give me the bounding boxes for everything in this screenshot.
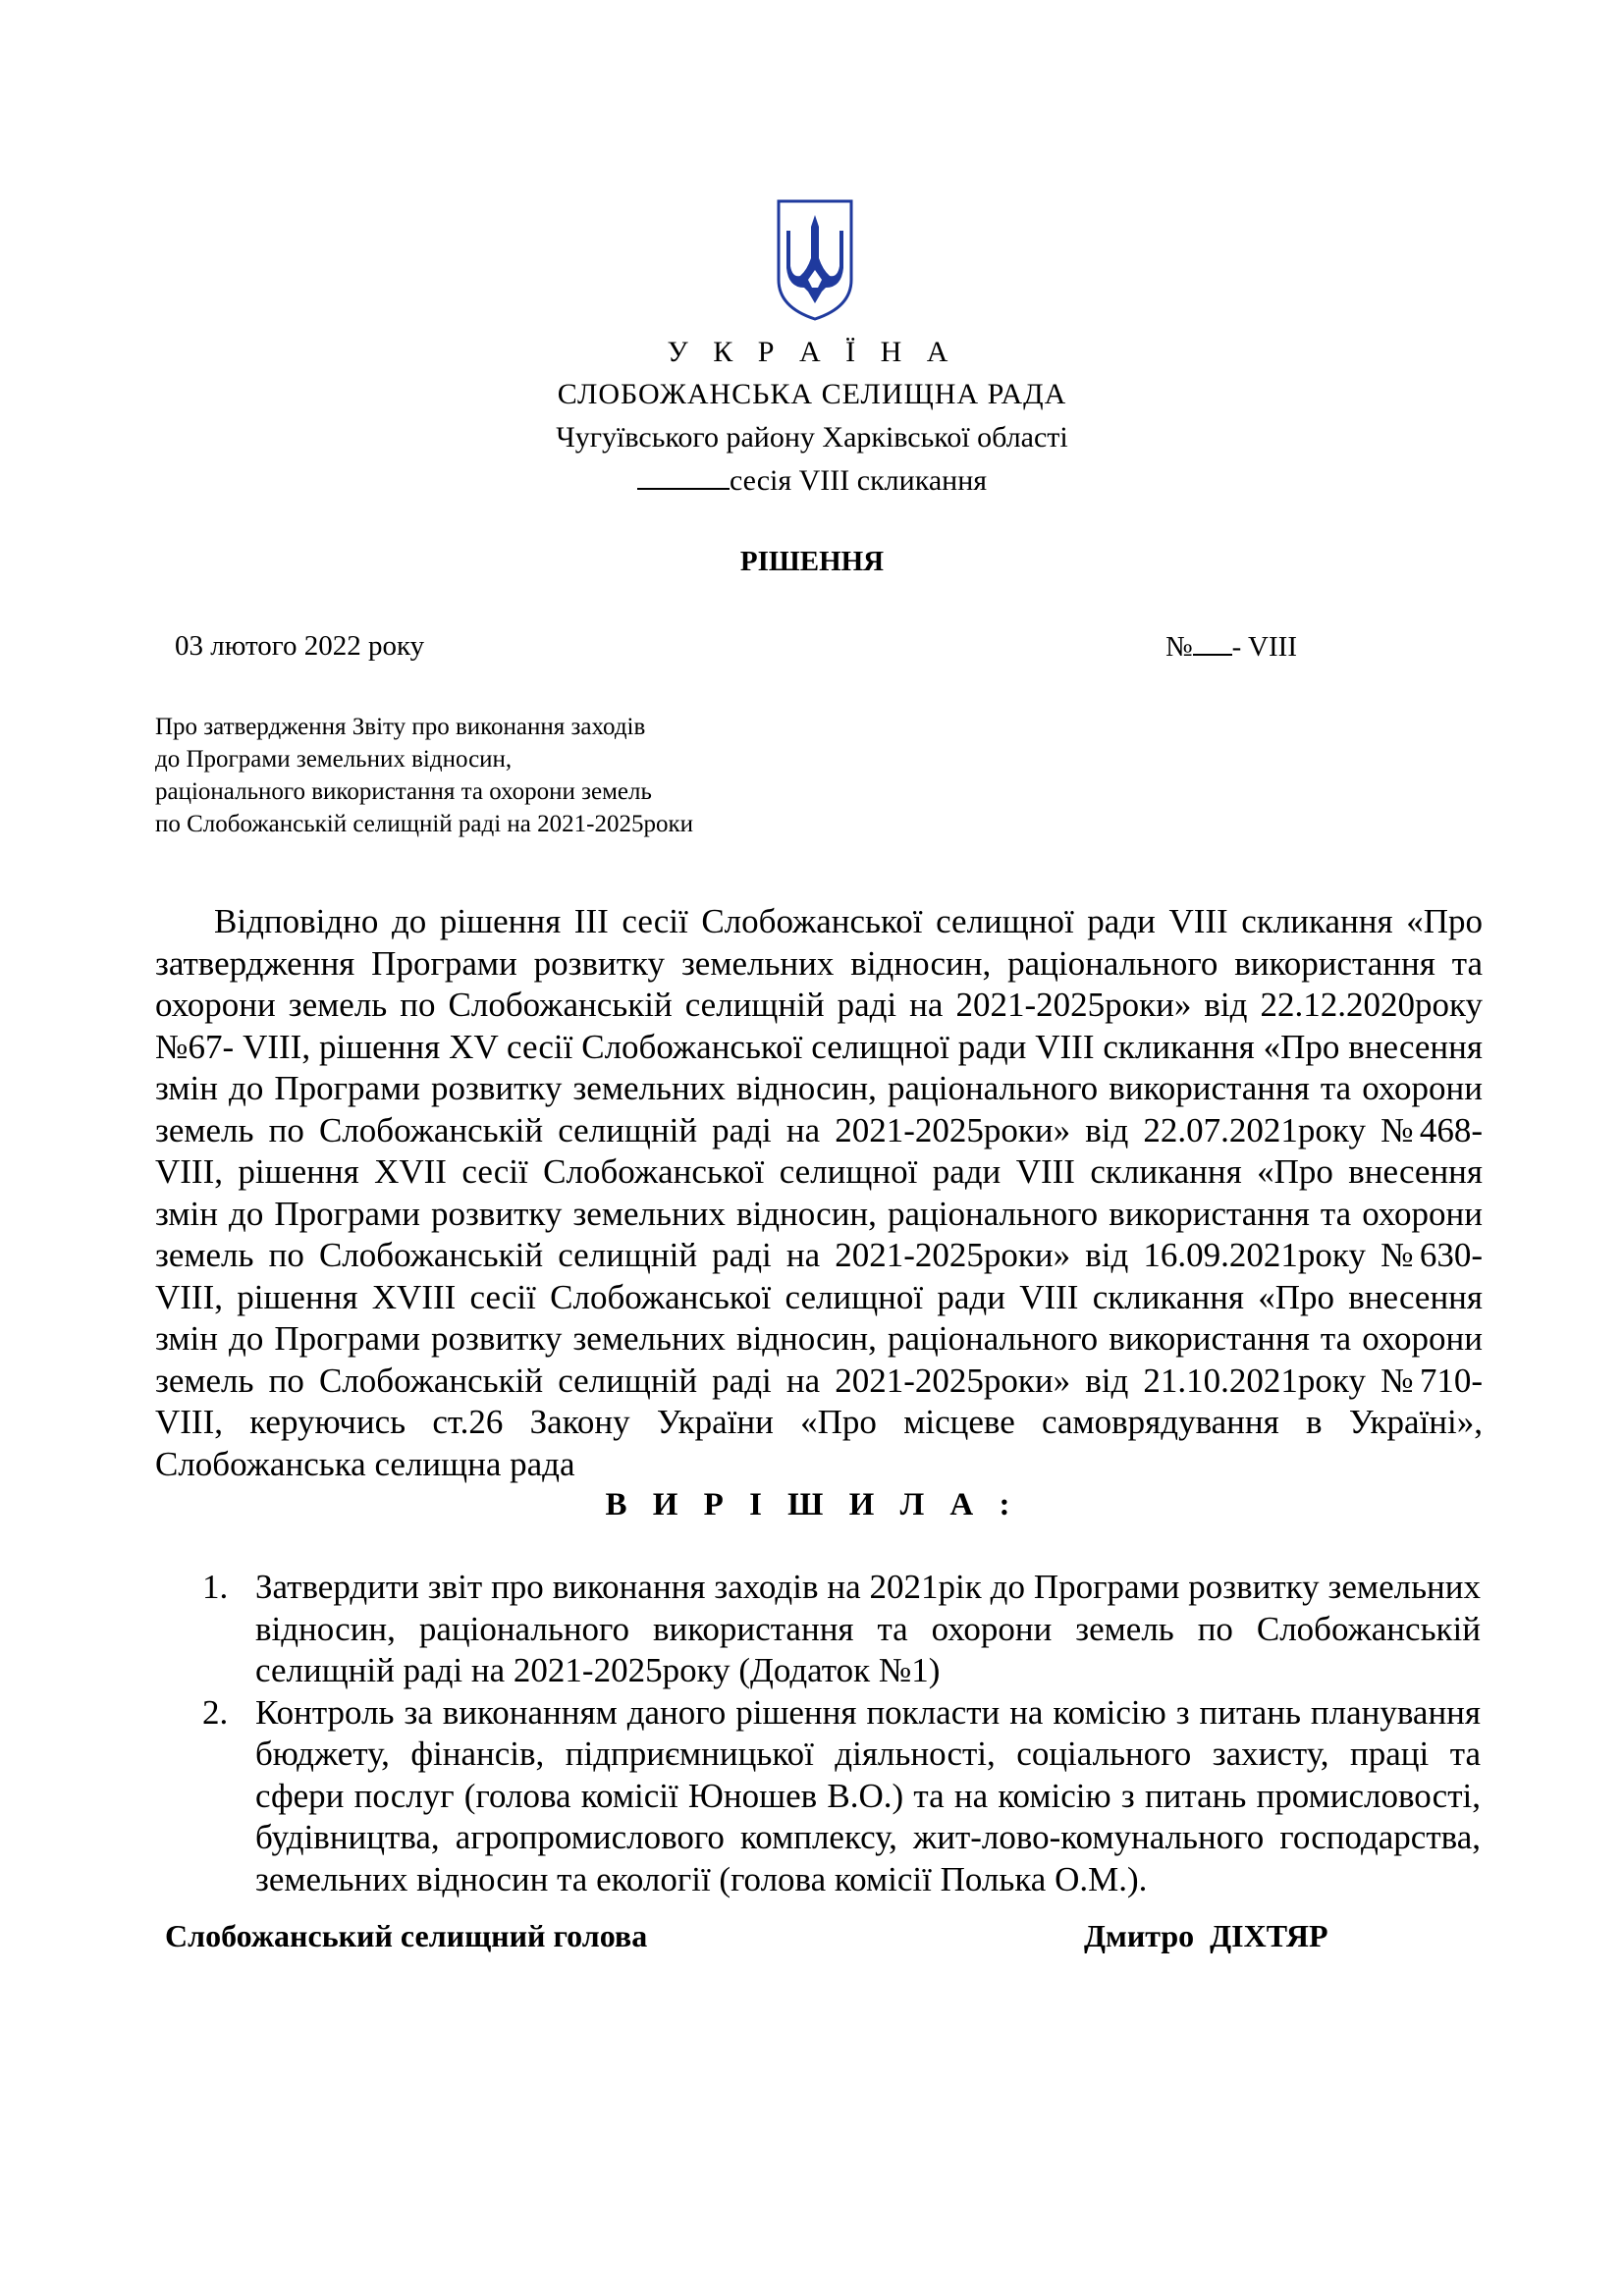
decision-date: 03 лютого 2022 року <box>175 630 425 662</box>
number-blank <box>1193 630 1232 656</box>
item-number: 1. <box>202 1568 229 1606</box>
item-text: Затвердити звіт про виконання заходів на 2021рік до Програми розвитку земельних відносин, раціонального використання та охорони земель по Слобожанській селищній раді на 2021-2025року (Додаток №1) <box>255 1568 1481 1689</box>
list-item <box>196 1567 1481 1692</box>
subject-line: Про затвердження Звіту про виконання заходів <box>155 714 646 740</box>
number-suffix: - VIII <box>1231 631 1297 663</box>
decision-items <box>196 1567 1481 1900</box>
coat-of-arms-icon <box>775 197 855 323</box>
session-number-blank <box>637 462 730 490</box>
council-title: СЛОБОЖАНСЬКА СЕЛИЩНА РАДА <box>557 378 1067 410</box>
decision-number <box>1165 630 1297 664</box>
item-text: Контроль за виконанням даного рішення покласти на комісію з питань планування бюджету, фінансів, підприємницької діяльності, соціального захисту, праці та сфери послуг (голова комісії Юношев В.О.) та на комісію з питань промисловості, будівництва, агропромислового комплексу, жит-лово-комунального господарства, земельних відносин та екології (голова комісії Полька О.М.). <box>255 1692 1481 1898</box>
item-number: 2. <box>202 1692 229 1732</box>
signatory-position: Слобожанський селищний голова <box>165 1918 648 1953</box>
session-line <box>0 462 1624 499</box>
preamble-paragraph: Відповідно до рішення ІІІ сесії Слобожанської селищної ради VIII скликання «Про затвердження Програми розвитку земельних відносин, раціонального використання та охорони земель по Слобожанській селищній раді на 2021-2025роки» від 22.12.2020року №67- VIII, рішення XV сесії Слобожанської селищної ради VIII скликання «Про внесення змін до Програми розвитку земельних відносин, раціонального використання та охорони земель по Слобожанській селищній раді на 2021-2025роки» від 22.07.2021року №468- VIII, рішення XVII сесії Слобожанської селищної ради VIII скликання «Про внесення змін до Програми розвитку земельних відносин, раціонального використання та охорони земель по Слобожанській селищній раді на 2021-2025роки» від 16.09.2021року №630- VIII, рішення XVIII сесії Слобожанської селищної ради VIII скликання «Про внесення змін до Програми розвитку земельних відносин, раціонального використання та охорони земель по Слобожанській селищній раді на 2021-2025роки» від 21.10.2021року №710- VIII, керуючись ст.26 Закону України «Про місцеве самоврядування в Україні», Слобожанська селищна рада <box>155 902 1483 1483</box>
district-line: Чугуївського району Харківської області <box>556 421 1068 454</box>
subject-line: раціонального використання та охорони земель <box>155 778 652 805</box>
list-item <box>196 1692 1481 1901</box>
subject-line: до Програми земельних відносин, <box>155 746 513 773</box>
signatory-name: Дмитро ДІХТЯР <box>1084 1918 1328 1953</box>
session-label: сесія VIII скликання <box>729 464 988 497</box>
decision-title: РІШЕННЯ <box>739 546 885 577</box>
decision-subject <box>155 711 693 840</box>
number-sign: № <box>1165 631 1193 663</box>
subject-line: по Слобожанській селищній раді на 2021-2025роки <box>155 811 693 837</box>
resolved-heading: В И Р І Ш И Л А : <box>605 1487 1019 1522</box>
country-title: У К Р А Ї Н А <box>667 336 957 368</box>
